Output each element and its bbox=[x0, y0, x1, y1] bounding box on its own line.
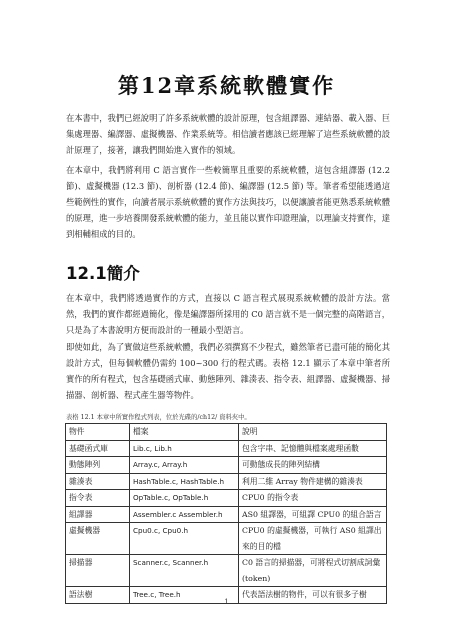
object-cell: 基礎函式庫 bbox=[66, 440, 130, 457]
file-cell: Array.c, Array.h bbox=[130, 457, 239, 474]
page-number: 1 bbox=[224, 598, 229, 606]
table-row bbox=[66, 457, 387, 474]
section-paragraph: 即使如此，為了實做這些系統軟體，我們必須撰寫不少程式，雖然筆者已盡可能的簡化其設計方式，但每個軟體仍需約 100~300 行的程式碼。表格 12.1 顯示了本章中筆者所實作的所有程式，包含基礎函式庫、動態陣列、雜湊表、指令表、組譯器、虛擬機器、掃描器、剖析器、程式產生器等物件。 bbox=[66, 342, 390, 400]
table-row bbox=[66, 490, 387, 507]
intro-paragraph: 在本書中，我們已經說明了許多系統軟體的設計原理，包含組譯器、連結器、載入器、巨集處理器、編譯器、虛擬機器、作業系統等。相信讀者應該已經理解了這些系統軟體的設計原理了，接著，讓我們開始進入實作的領域。 bbox=[66, 113, 390, 155]
description-cell: CPU0 的指令表 bbox=[239, 490, 387, 507]
description-cell: 可動態成長的陣列結構 bbox=[239, 457, 387, 474]
object-cell: 虛擬機器 bbox=[66, 523, 130, 555]
section-title: 12.1簡介 bbox=[66, 264, 140, 283]
column-header: 物件 bbox=[66, 424, 130, 441]
description-cell: AS0 組譯器，可組譯 CPU0 的組合語言 bbox=[239, 506, 387, 523]
program-list-table bbox=[65, 423, 387, 604]
file-cell: Scanner.c, Scanner.h bbox=[130, 555, 239, 587]
table-row bbox=[66, 506, 387, 523]
file-cell: Cpu0.c, Cpu0.h bbox=[130, 523, 239, 555]
table-row bbox=[66, 473, 387, 490]
object-cell: 指令表 bbox=[66, 490, 130, 507]
description-cell: CPU0 的虛擬機器，可執行 AS0 組譯出來的目的檔 bbox=[239, 523, 387, 555]
object-cell: 語法樹 bbox=[66, 587, 130, 604]
file-cell: HashTable.c, HashTable.h bbox=[130, 473, 239, 490]
file-cell: OpTable.c, OpTable.h bbox=[130, 490, 239, 507]
object-cell: 掃描器 bbox=[66, 555, 130, 587]
file-cell: Assembler.c Assembler.h bbox=[130, 506, 239, 523]
object-cell: 雜湊表 bbox=[66, 473, 130, 490]
object-cell: 動態陣列 bbox=[66, 457, 130, 474]
table-caption: 表格 12.1 本章中所實作程式列表，位於光碟的/ch12/ 資料夾中。 bbox=[66, 414, 251, 421]
description-cell: C0 語言的掃描器，可將程式切割成詞彙 (token) bbox=[239, 555, 387, 587]
table-header-row bbox=[66, 424, 387, 441]
file-cell: Lib.c, Lib.h bbox=[130, 440, 239, 457]
table-row bbox=[66, 555, 387, 587]
description-cell: 包含字串、記憶體與檔案處理函數 bbox=[239, 440, 387, 457]
section-paragraph: 在本章中，我們將透過實作的方式，直接以 C 語言程式展現系統軟體的設計方法。當然，我們的實作都經過簡化，像是編譯器所採用的 C0 語言就不是一個完整的高階語言，只是為了本書說明方便而設計的一種最小型語言。 bbox=[66, 293, 390, 335]
table-row bbox=[66, 523, 387, 555]
file-cell: Tree.c, Tree.h bbox=[130, 587, 239, 604]
chapter-title: 第12章系統軟體實作 bbox=[117, 73, 336, 98]
column-header: 說明 bbox=[239, 424, 387, 441]
description-cell: 利用二維 Array 物件建構的雜湊表 bbox=[239, 473, 387, 490]
intro-paragraph: 在本章中，我們將利用 C 語言實作一些較簡單且重要的系統軟體，這包含組譯器 (12.2 節)、虛擬機器 (12.3 節)、剖析器 (12.4 節)、編譯器 (12.5 節) 等。筆者希望能透過這些範例性的實作，向讀者展示系統軟體的實作方法與技巧，以便讓讀者能更熟悉系統軟體的原理，進一步培養開發系統軟體的能力，並且能以實作印證理論，以理論支持實作，達到相輔相成的目的。 bbox=[66, 165, 390, 239]
object-cell: 組譯器 bbox=[66, 506, 130, 523]
table-row bbox=[66, 440, 387, 457]
column-header: 檔案 bbox=[130, 424, 239, 441]
description-cell: 代表語法樹的物件，可以有很多子樹 bbox=[239, 587, 387, 604]
